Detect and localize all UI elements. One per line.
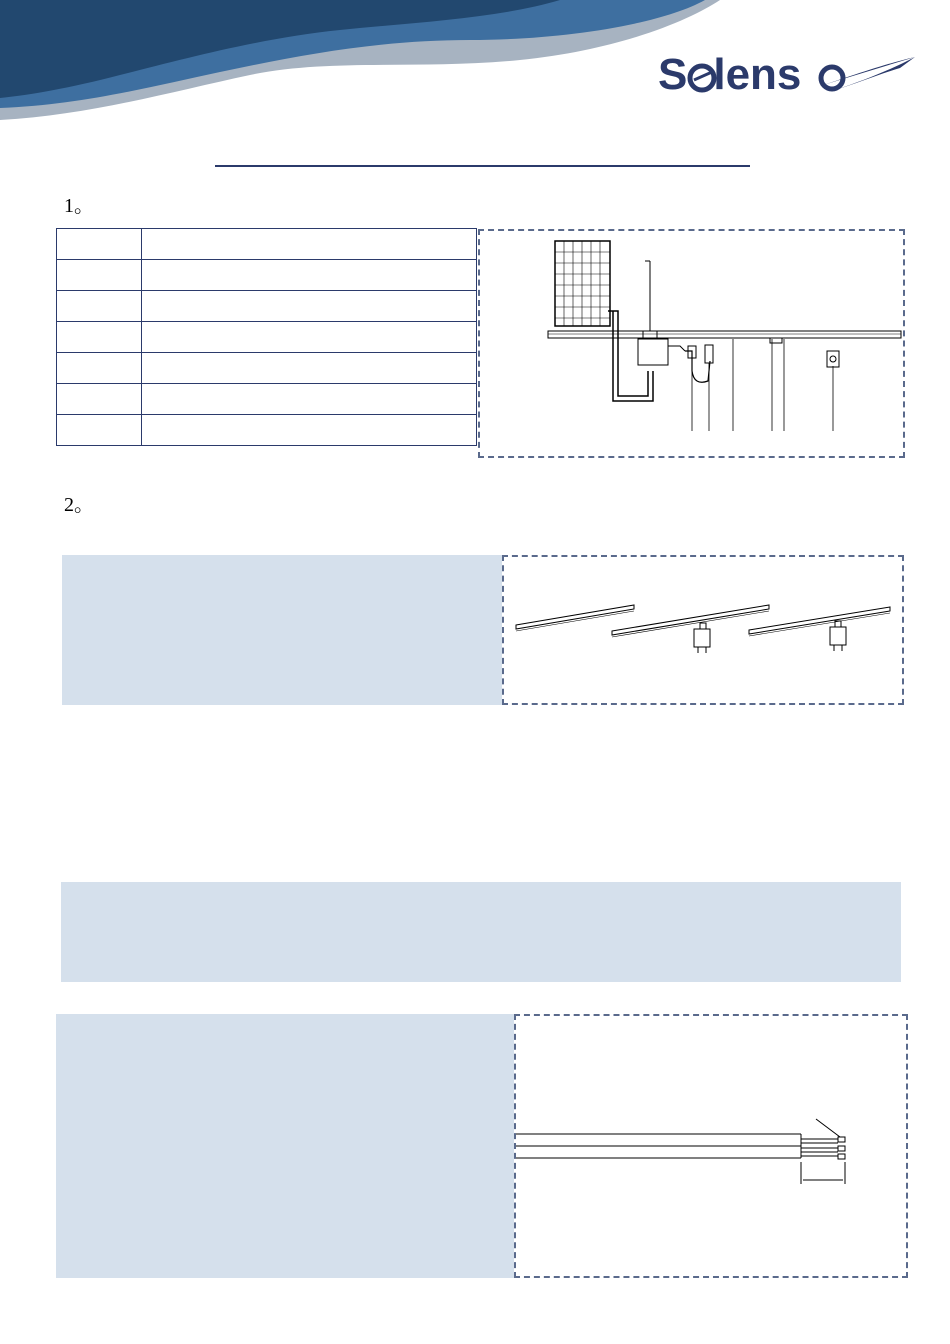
section-2-number: 2。 bbox=[64, 494, 94, 516]
table-row bbox=[57, 322, 477, 353]
step-2-text-panel bbox=[61, 882, 901, 982]
table-cell bbox=[57, 229, 142, 260]
table-cell bbox=[142, 322, 477, 353]
table-cell bbox=[142, 229, 477, 260]
table-cell bbox=[142, 291, 477, 322]
table-row bbox=[57, 229, 477, 260]
table-cell bbox=[57, 415, 142, 446]
table-row bbox=[57, 415, 477, 446]
title-underline bbox=[215, 165, 750, 167]
cable-strip-diagram-icon bbox=[516, 1016, 906, 1276]
table-cell bbox=[142, 260, 477, 291]
table-row bbox=[57, 291, 477, 322]
brand-logo: S lens bbox=[650, 50, 920, 100]
table-cell bbox=[57, 322, 142, 353]
table-row bbox=[57, 384, 477, 415]
table-row bbox=[57, 353, 477, 384]
mounting-rails-diagram-icon bbox=[504, 557, 902, 703]
table-cell bbox=[142, 415, 477, 446]
step-1-text-panel bbox=[62, 555, 502, 705]
rails-diagram-box bbox=[502, 555, 904, 705]
table-cell bbox=[142, 353, 477, 384]
step-3-text-panel bbox=[56, 1014, 514, 1278]
cable-diagram-box bbox=[514, 1014, 908, 1278]
solar-system-diagram-icon bbox=[480, 231, 903, 456]
logo-mark-icon bbox=[650, 50, 920, 100]
system-diagram-box bbox=[478, 229, 905, 458]
spec-table bbox=[56, 228, 477, 446]
section-1-number: 1。 bbox=[64, 195, 94, 217]
table-cell bbox=[142, 384, 477, 415]
table-cell bbox=[57, 291, 142, 322]
table-row bbox=[57, 260, 477, 291]
table-cell bbox=[57, 260, 142, 291]
table-cell bbox=[57, 353, 142, 384]
header-wave-decoration bbox=[0, 0, 720, 125]
table-cell bbox=[57, 384, 142, 415]
